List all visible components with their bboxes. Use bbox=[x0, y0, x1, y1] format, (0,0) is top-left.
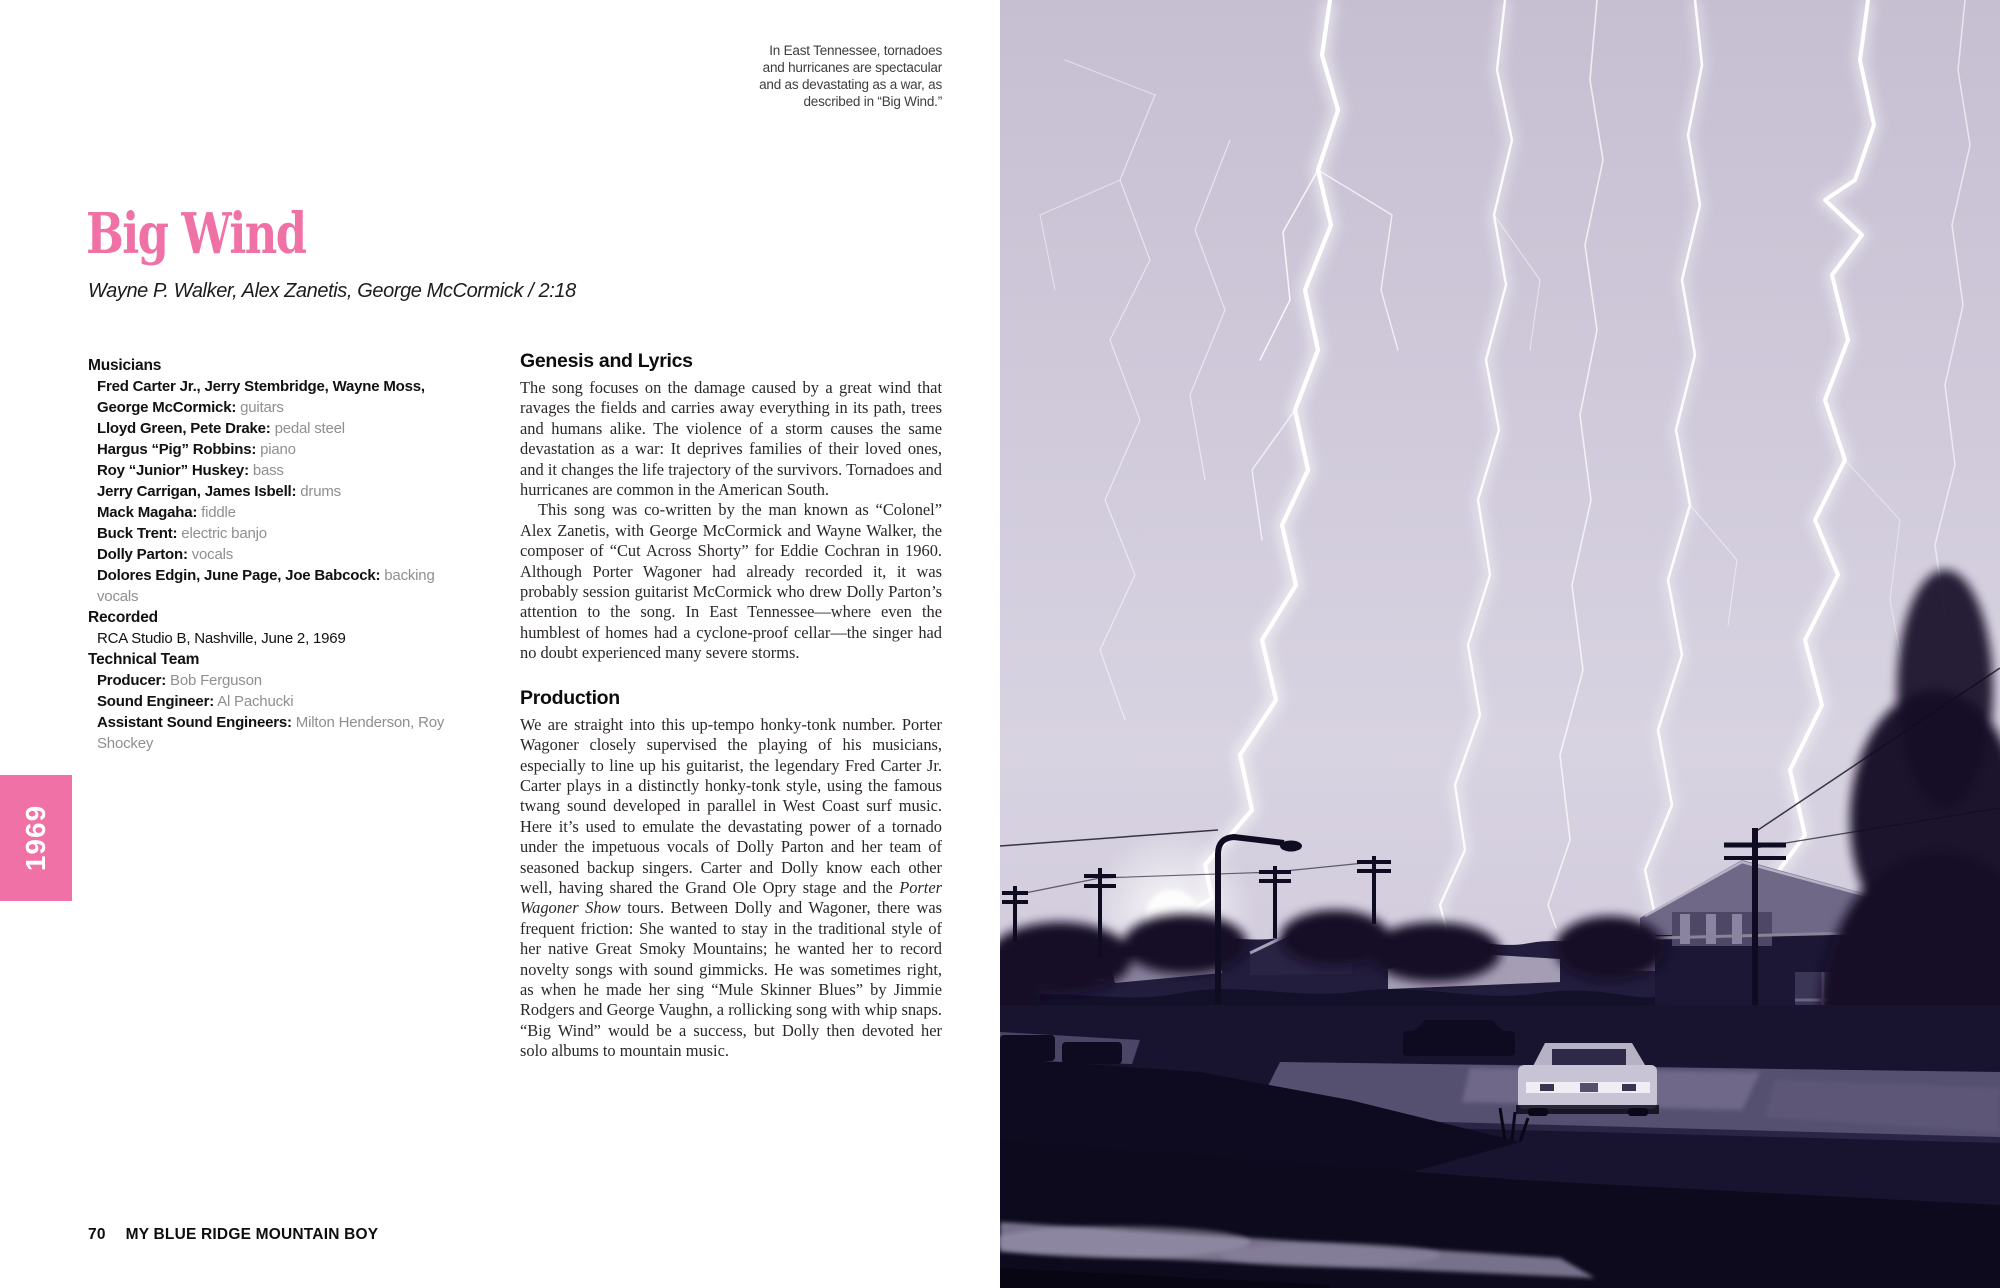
musician-entry bbox=[88, 460, 466, 481]
musician-role: fiddle bbox=[197, 504, 236, 521]
musician-names: Fred Carter Jr., Jerry Stembridge, Wayne Moss, George McCormick: bbox=[97, 378, 425, 416]
musicians-list bbox=[88, 376, 466, 607]
photo-caption bbox=[712, 42, 942, 110]
song-title: Big Wind bbox=[86, 201, 306, 267]
body-text: We are straight into this up-tempo honky-tonk number. Porter Wagoner closely supervised the playing of his musicians, especially to line up his guitarist, the legendary Fred Carter Jr. Carter plays in a distinctly honky-tonk style, using the famous twang sound developed in parallel in West Coast surf music. Here it’s used to emulate the devastating power of a tornado under the impetuous vocals of Dolly Parton and her team of seasoned backup singers. Carter and Dolly know each other well, having shared the Grand Ole Opry stage and the bbox=[520, 714, 942, 897]
musician-entry bbox=[88, 565, 466, 607]
musician-entry bbox=[88, 481, 466, 502]
technical-entry bbox=[88, 712, 466, 754]
year-tab bbox=[0, 775, 72, 901]
musician-role: bass bbox=[248, 462, 284, 479]
article-heading: Production bbox=[520, 686, 620, 709]
article-heading: Genesis and Lyrics bbox=[520, 350, 693, 372]
photo-caption-line: and as devastating as a war, as bbox=[759, 77, 942, 92]
lightning-photo bbox=[1000, 0, 2000, 1288]
song-credits: Wayne P. Walker, Alex Zanetis, George McCormick / 2:18 bbox=[88, 280, 576, 302]
technical-entry bbox=[88, 670, 466, 691]
photo-caption-line: In East Tennessee, tornadoes bbox=[769, 43, 942, 58]
musician-names: Hargus “Pig” Robbins: bbox=[97, 441, 257, 458]
musician-entry bbox=[88, 418, 466, 439]
technical-team-list bbox=[88, 670, 466, 754]
recorded-detail: RCA Studio B, Nashville, June 2, 1969 bbox=[97, 630, 346, 647]
page-number: 70 bbox=[88, 1226, 106, 1243]
page-footer bbox=[88, 1226, 378, 1244]
musician-names: Roy “Junior” Huskey: bbox=[97, 462, 249, 479]
technical-entry bbox=[88, 691, 466, 712]
musicians-heading: Musicians bbox=[88, 357, 162, 374]
musician-names: Buck Trent: bbox=[97, 525, 178, 542]
technical-label: Assistant Sound Engineers: bbox=[97, 714, 292, 731]
musician-role: backing vocals bbox=[97, 567, 435, 605]
musician-names: Dolly Parton: bbox=[97, 546, 188, 563]
recorded-heading: Recorded bbox=[88, 609, 158, 626]
body-text: tours. Between Dolly and Wagoner, there was frequent friction: She wanted to stay in the traditional style of her native Great Smoky Mountains; he wanted her to record novelty songs with sound gimmicks. He was sometimes right, as when he made her sing “Mule Skinner Blues” by Jimmie Rodgers and George Vaughn, a rollicking song with whip snaps. “Big Wind” would be a success, but Dolly then devoted her solo albums to mountain music. bbox=[520, 898, 942, 1061]
body-text: This song was co-written by the man known as “Colonel” Alex Zanetis, with George McCormick and Wayne Walker, the composer of “Cut Across Shorty” for Eddie Cochran in 1960. Although Porter Wagoner had already recorded it, it was probably session guitarist McCormick who drew Dolly Parton’s attention to the song. In East Tennessee—where even the humblest of homes had a cyclone-proof cellar—the singer had no doubt experienced many severe storms. bbox=[520, 500, 942, 663]
musician-entry bbox=[88, 439, 466, 460]
musician-role: drums bbox=[296, 483, 341, 500]
musician-entry bbox=[88, 544, 466, 565]
musician-role: electric banjo bbox=[177, 525, 267, 542]
musician-names: Jerry Carrigan, James Isbell: bbox=[97, 483, 297, 500]
body-text: The song focuses on the damage caused by a great wind that ravages the fields and carries away everything in its path, trees and humans alike. The violence of a storm causes the same devastation as a war: It deprives families of their loved ones, and it changes the life trajectory of the survivors. Tornadoes and hurricanes are common in the American South. bbox=[520, 378, 942, 500]
photo-caption-line: and hurricanes are spectacular bbox=[762, 60, 942, 75]
year-tab-label: 1969 bbox=[20, 804, 51, 872]
musician-entry bbox=[88, 523, 466, 544]
technical-value: Al Pachucki bbox=[214, 693, 294, 710]
musician-role: pedal steel bbox=[270, 420, 345, 437]
musician-role: guitars bbox=[236, 399, 284, 416]
article-paragraph bbox=[520, 715, 942, 1062]
musician-entry bbox=[88, 502, 466, 523]
musician-role: vocals bbox=[187, 546, 234, 563]
technical-label: Sound Engineer: bbox=[97, 693, 215, 710]
song-info-panel bbox=[88, 355, 466, 754]
musician-names: Lloyd Green, Pete Drake: bbox=[97, 420, 271, 437]
photo-illustration bbox=[1000, 0, 2000, 1288]
photo-caption-line: described in “Big Wind.” bbox=[803, 94, 942, 109]
technical-team-heading: Technical Team bbox=[88, 651, 200, 668]
article-column bbox=[520, 350, 942, 1062]
musician-names: Mack Magaha: bbox=[97, 504, 198, 521]
book-title: MY BLUE RIDGE MOUNTAIN BOY bbox=[125, 1226, 379, 1243]
musician-names: Dolores Edgin, June Page, Joe Babcock: bbox=[97, 567, 381, 584]
article-paragraph bbox=[520, 378, 942, 500]
technical-value: Bob Ferguson bbox=[166, 672, 262, 689]
musician-entry bbox=[88, 376, 466, 418]
article-paragraph bbox=[520, 500, 942, 663]
technical-label: Producer: bbox=[97, 672, 167, 689]
technical-value: Milton Henderson, Roy Shockey bbox=[97, 714, 445, 752]
musician-role: piano bbox=[256, 441, 296, 458]
italic-text: Porter Wagoner Show bbox=[520, 877, 942, 918]
